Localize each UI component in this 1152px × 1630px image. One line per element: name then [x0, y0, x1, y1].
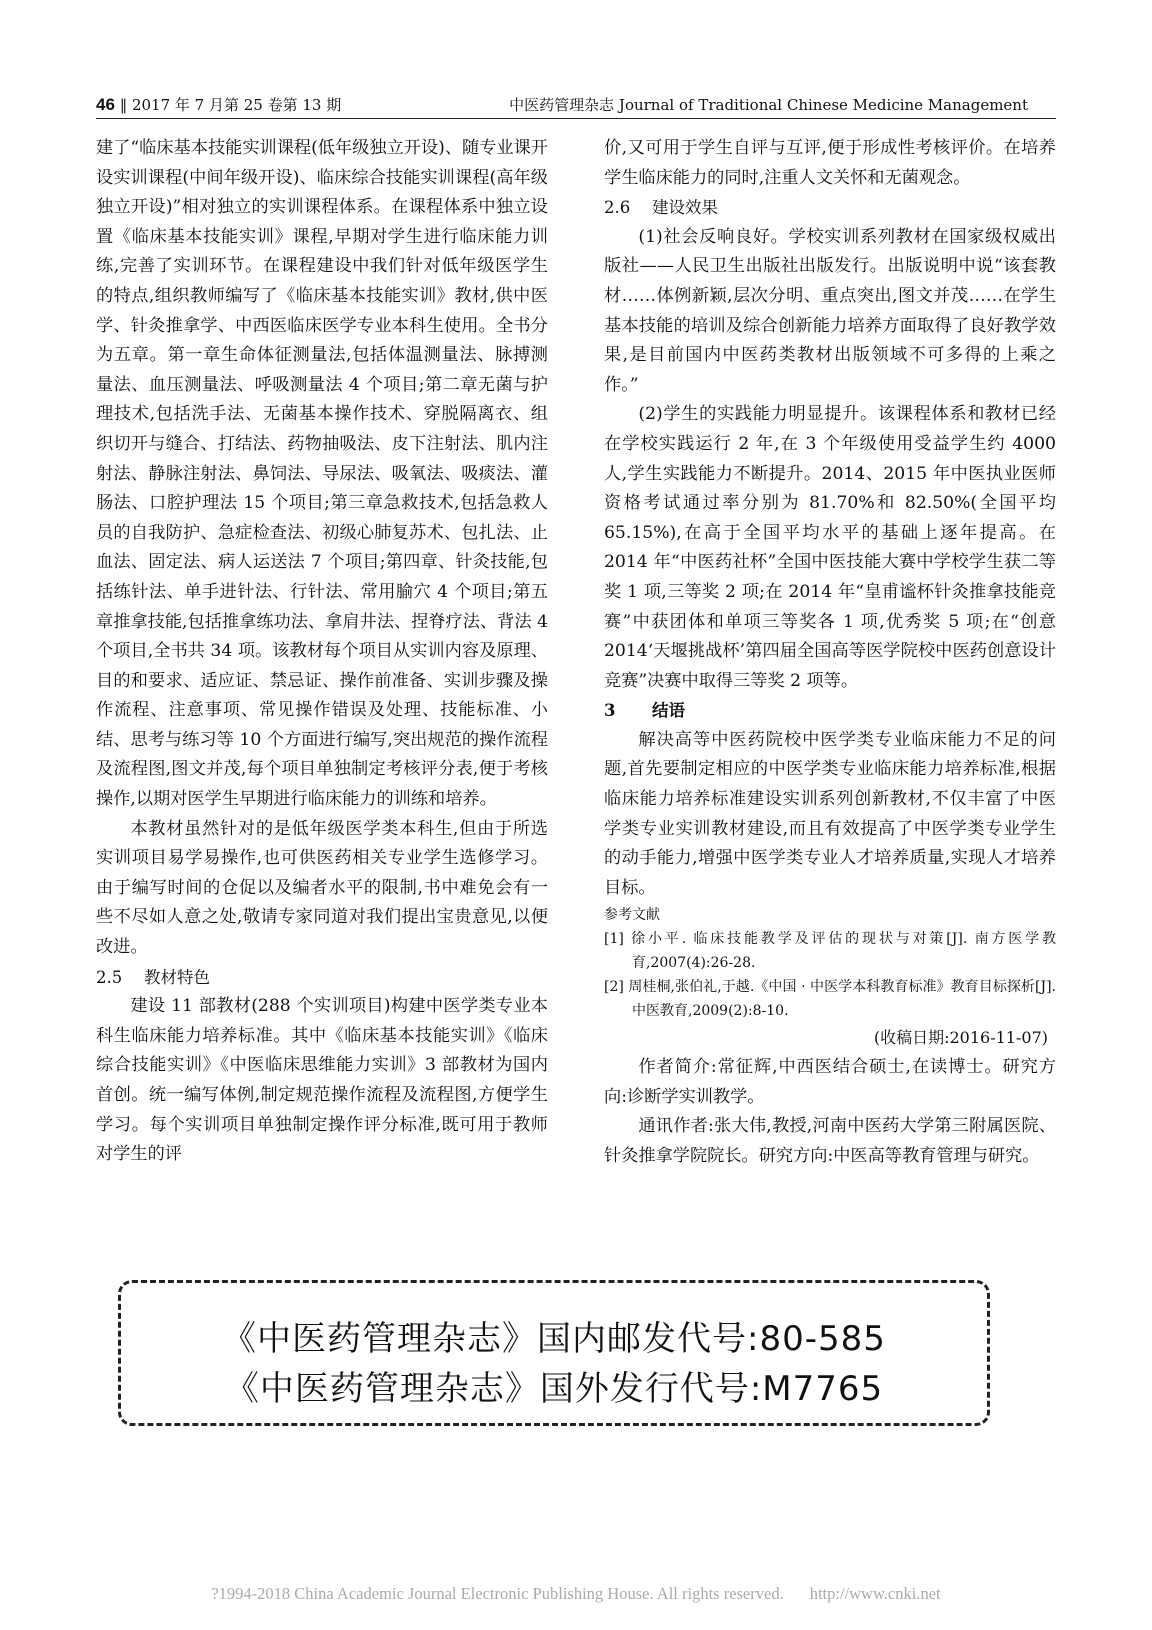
corresponding-author: 通讯作者:张大伟,教授,河南中医药大学第三附属医院、针灸推拿学院院长。研究方向:中医高等教育管理与研究。	[604, 1116, 1056, 1166]
subscription-notice-box	[118, 1280, 990, 1426]
paragraph: 建了“临床基本技能实训课程(低年级独立开设)、随专业课开设实训课程(中间年级开设)、临床综合技能实训课程(高年级独立开设)”相对独立的实训课程体系。在课程体系中独立设置《临床基本技能实训》课程,早期对学生进行临床能力训练,完善了实训环节。在课程建设中我们针对低年级医学生的特点,组织教师编写了《临床基本技能实训》教材,供中医学、针灸推拿学、中西医临床医学专业本科生使用。全书分为五章。第一章生命体征测量法,包括体温测量法、脉搏测量法、血压测量法、呼吸测量法 4 个项目;第二章无菌与护理技术,包括洗手法、无菌基本操作技术、穿脱隔离衣、组织切开与缝合、打结法、药物抽吸法、皮下注射法、肌内注射法、静脉注射法、鼻饲法、导尿法、吸氧法、吸痰法、灌肠法、口腔护理法 15 个项目;第三章急救技术,包括急救人员的自我防护、急症检查法、初级心肺复苏术、包扎法、止血法、固定法、病人运送法 7 个项目;第四章、针灸技能,包括练针法、单手进针法、行针法、常用腧穴 4 个项目;第五章推拿技能,包括推拿练功法、拿肩井法、捏脊疗法、背法 4 个项目,全书共 34 项。该教材每个项目从实训内容及原理、目的和要求、适应证、禁忌证、操作前准备、实训步骤及操作流程、注意事项、常见操作错误及处理、技能标准、小结、思考与练习等 10 个方面进行编写,突出规范的操作流程及流程图,图文并茂,每个项目单独制定考核评分表,便于考核操作,以期对医学生早期进行临床能力的训练和培养。	[96, 138, 548, 810]
header-divider: ‖	[114, 96, 132, 114]
section-heading-2-5	[96, 963, 548, 993]
section-number: 3	[604, 701, 616, 721]
paragraph: 本教材虽然针对的是低年级医学类本科生,但由于所选实训项目易学易操作,也可供医药相关专业学生选修学习。由于编写时间的仓促以及编者水平的限制,书中难免会有一些不尽如人意之处,敬请专家同道对我们提出宝贵意见,以便改进。	[96, 818, 548, 958]
cnki-link[interactable]: http://www.cnki.net	[809, 1584, 941, 1603]
section-heading-2-6	[604, 193, 1056, 223]
copyright-text: ?1994-2018 China Academic Journal Electronic Publishing House. All rights reserved.	[211, 1584, 784, 1603]
section-title: 教材特色	[144, 967, 210, 987]
author-info: 作者简介:常征辉,中西医结合硕士,在读博士。研究方向:诊断学实训教学。	[604, 1057, 1056, 1107]
left-column	[96, 134, 548, 1170]
paragraph: 价,又可用于学生自评与互评,便于形成性考核评价。在培养学生临床能力的同时,注重人文关怀和无菌观念。	[604, 138, 1056, 188]
section-heading-3	[604, 696, 1056, 726]
domestic-code: 《中医药管理杂志》国内邮发代号:80-585	[222, 1319, 886, 1359]
received-date: (收稿日期:2016-11-07)	[873, 1028, 1048, 1048]
section-title: 结语	[652, 701, 685, 721]
section-title: 建设效果	[652, 198, 718, 218]
journal-name: 中医药管理杂志 Journal of Traditional Chinese Medicine Management	[509, 96, 1028, 114]
paragraph: (2)学生的实践能力明显提升。该课程体系和教材已经在学校实践运行 2 年,在 3 个年级使用受益学生约 4000 人,学生实践能力不断提升。2014、2015 年中医执业医师资格考试通过率分别为 81.70%和 82.50%(全国平均 65.15%),在高于全国平均水平的基础上逐年提高。在 2014 年“中医药社杯”全国中医技能大赛中学校学生获二等奖 1 项,三等奖 2 项;在 2014 年“皇甫谧杯针灸推拿技能竞赛”中获团体和单项三等奖各 1 项,优秀奖 5 项;在“创意 2014‘天堰挑战杯’第四届全国高等医学院校中医药创意设计竞赛”决赛中取得三等奖 2 项等。	[604, 404, 1056, 691]
paragraph: 建设 11 部教材(288 个实训项目)构建中医学类专业本科生临床能力培养标准。其中《临床基本技能实训》《临床综合技能实训》《中医临床思维能力实训》3 部教材为国内首创。统一编写体例,制定规范操作流程及流程图,方便学生学习。每个实训项目单独制定操作评分标准,既可用于教师对学生的评	[96, 996, 548, 1165]
paragraph: 解决高等中医药院校中医学类专业临床能力不足的问题,首先要制定相应的中医学类专业临床能力培养标准,根据临床能力培养标准建设实训系列创新教材,不仅丰富了中医学类专业实训教材建设,而且有效提高了中医学类专业学生的动手能力,增强中医学类专业人才培养质量,实现人才培养目标。	[604, 729, 1056, 898]
header-left	[96, 94, 341, 115]
running-header	[96, 92, 1056, 119]
copyright-footer	[0, 1584, 1152, 1604]
issue-info: 2017 年 7 月第 25 卷第 13 期	[131, 96, 342, 114]
overseas-code: 《中医药管理杂志》国外发行代号:M7765	[224, 1369, 884, 1409]
page-number: 46	[96, 95, 115, 114]
paragraph: (1)社会反响良好。学校实训系列教材在国家级权威出版社——人民卫生出版社出版发行。出版说明中说“该套教材……体例新颖,层次分明、重点突出,图文并茂……在学生基本技能的培训及综合创新能力培养方面取得了良好教学效果,是目前国内中医药类教材出版领域不可多得的上乘之作。”	[604, 226, 1056, 395]
reference-item: [2] 周桂桐,张伯礼,于越.《中国 · 中医学本科教育标准》教育目标探析[J]. 中医教育,2009(2):8-10.	[604, 979, 1056, 1020]
reference-item: [1] 徐小平. 临床技能教学及评估的现状与对策[J]. 南方医学教育,2007(4):26-28.	[604, 931, 1056, 972]
section-number: 2.6	[604, 198, 631, 218]
right-column	[604, 134, 1056, 1171]
section-number: 2.5	[96, 967, 123, 987]
references-title: 参考文献	[604, 907, 660, 924]
